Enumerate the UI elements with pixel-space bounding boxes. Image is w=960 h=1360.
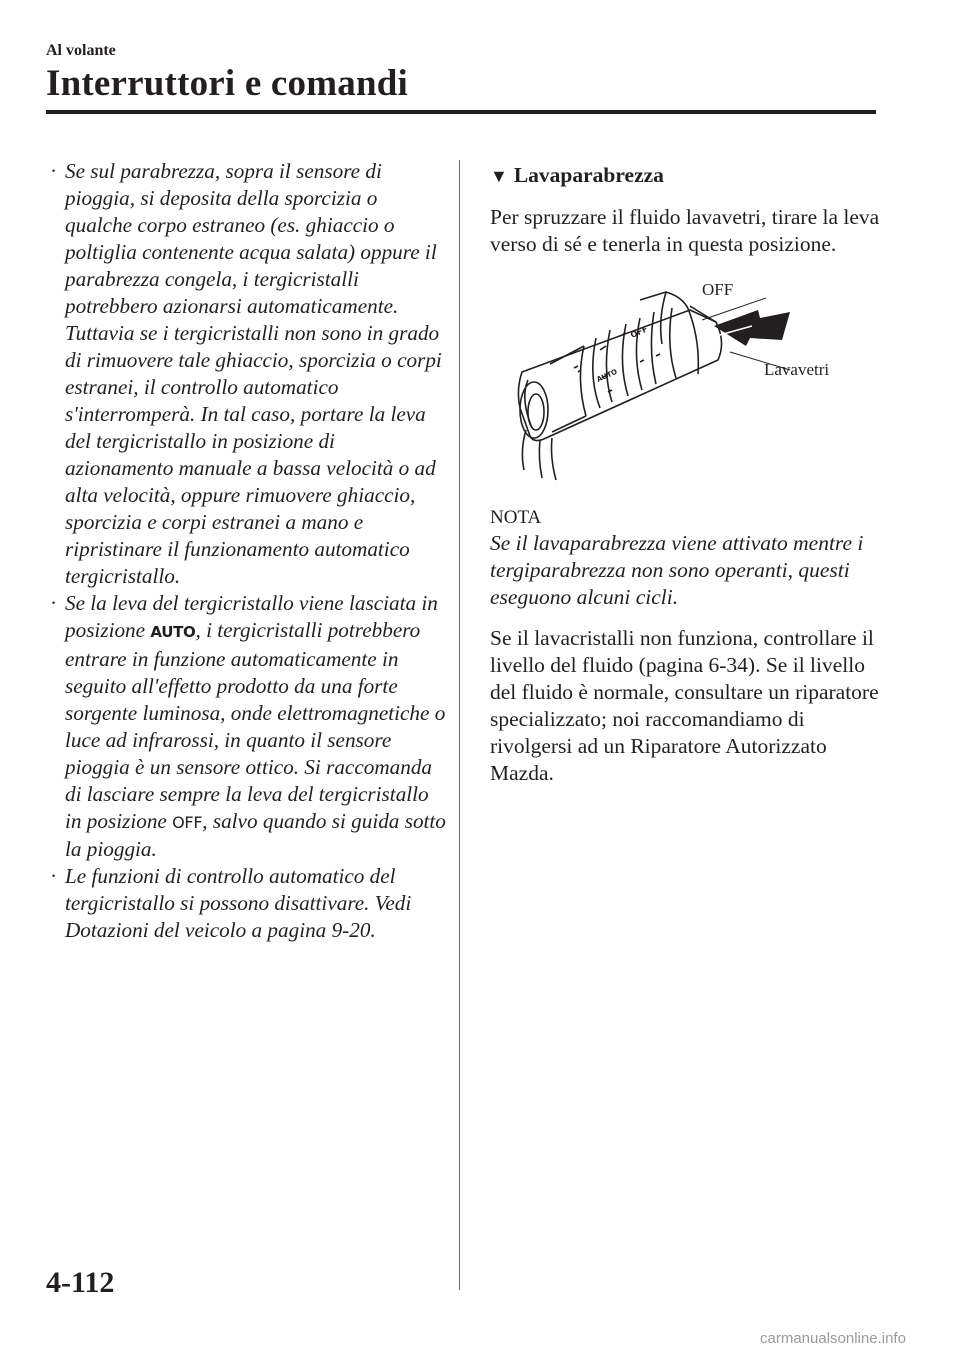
- auto-position-badge: AUTO: [150, 623, 196, 641]
- watermark: carmanualsonline.info: [760, 1330, 906, 1347]
- figure-label-washer: Lavavetri: [764, 360, 830, 379]
- bullet-text-after: , salvo quando si guida sotto la pioggia.: [65, 809, 446, 861]
- washer-instructions: Per spruzzare il fluido lavavetri, tirare la leva verso di sé e tenerla in questa posizione.: [490, 205, 880, 256]
- off-position-badge: OFF: [172, 813, 203, 832]
- page-title: Interruttori e comandi: [46, 63, 408, 104]
- bullet-auto-position: [46, 590, 446, 863]
- lever-off-label: OFF: [629, 324, 650, 340]
- bullet-dot-icon: ·: [50, 591, 58, 615]
- subhead-text: Lavaparabrezza: [513, 163, 664, 187]
- section-label: Al volante: [46, 42, 116, 59]
- note-text: Se il lavaparabrezza viene attivato mentre i tergiparabrezza non sono operanti, questi eseguono alcuni cicli.: [490, 531, 864, 609]
- bullet-text: Le funzioni di controllo automatico del tergicristallo si possono disattivare. Vedi Dotazioni del veicolo a pagina 9-20.: [65, 864, 412, 942]
- page-number: 4-112: [46, 1266, 115, 1299]
- bullet-rain-sensor-dirt: [46, 158, 446, 590]
- subhead-washer: [490, 162, 880, 190]
- bullet-text-mid: , i tergicristalli potrebbero entrare in funzione automaticamente in seguito all'effetto prodotto da una forte sorgente luminosa, onde elettromagnetiche o luce ad infrarossi, in quanto il sensore pioggia è un sensore ottico. Si raccomanda di lasciare sempre la leva del tergicristallo in posizione: [65, 618, 446, 833]
- figure-label-off: OFF: [702, 280, 734, 299]
- wiper-lever-illustration: [490, 280, 880, 490]
- bullet-dot-icon: ·: [50, 159, 58, 183]
- note-title: NOTA: [490, 507, 542, 528]
- lever-auto-label: AUTO: [595, 367, 619, 384]
- bullet-disable-auto: [46, 863, 446, 944]
- bullet-text-before: Se la leva del tergicristallo viene lasciata in posizione: [65, 591, 438, 642]
- triangle-down-icon: ▼: [490, 166, 508, 186]
- left-column: [46, 158, 446, 944]
- bullet-dot-icon: ·: [50, 864, 58, 888]
- header-rule: [46, 110, 876, 114]
- right-column: [490, 162, 880, 787]
- bullet-text: Se sul parabrezza, sopra il sensore di pioggia, si deposita della sporcizia o qualche corpo estraneo (es. ghiaccio o poltiglia contenente acqua salata) oppure il parabrezza congela, i tergicristalli potrebbero azionarsi automaticamente. Tuttavia se i tergicristalli non sono in grado di rimuovere tale ghiaccio, sporcizia o corpi estranei, il controllo automatico s'interromperà. In tal caso, portare la leva del tergicristallo in posizione di azionamento manuale a bassa velocità o ad alta velocità, oppure rimuovere ghiaccio, sporcizia e corpi estranei a mano e ripristinare il funzionamento automatico tergicristallo.: [65, 159, 442, 588]
- washer-troubleshooting: Se il lavacristalli non funziona, controllare il livello del fluido (pagina 6-34). Se il livello del fluido è normale, consultare un riparatore specializzato; noi raccomandiamo di rivolgersi ad un Riparatore Autorizzato Mazda.: [490, 626, 879, 785]
- column-divider: [459, 160, 460, 1290]
- wiper-lever-figure: [490, 280, 880, 490]
